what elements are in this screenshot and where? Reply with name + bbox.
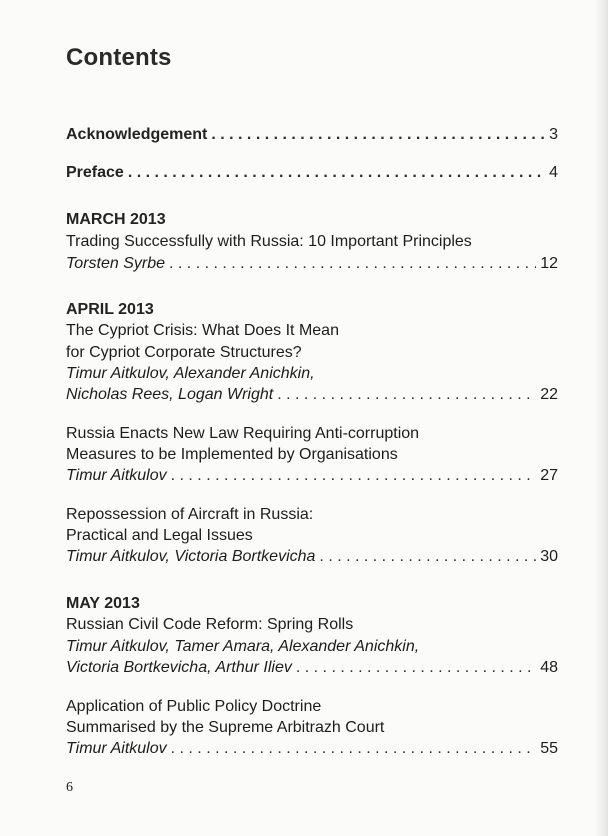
toc-entry-title[interactable]: Russian Civil Code Reform: Spring Rolls bbox=[66, 616, 354, 633]
toc-entry-page: 22 bbox=[540, 386, 558, 403]
toc-entry-title[interactable]: Summarised by the Supreme Arbitrazh Court bbox=[66, 719, 385, 736]
dot-leader bbox=[169, 253, 536, 275]
dot-leader bbox=[296, 657, 536, 679]
toc-entry-title[interactable]: for Cypriot Corporate Structures? bbox=[66, 344, 302, 361]
toc-entry-byline[interactable] bbox=[66, 657, 558, 679]
toc-entry-page: 27 bbox=[540, 467, 558, 484]
dot-leader bbox=[171, 465, 537, 487]
toc-entry-byline[interactable] bbox=[66, 253, 558, 275]
toc-entry-title: Preface bbox=[66, 164, 124, 181]
toc-entry-author: Nicholas Rees, Logan Wright bbox=[66, 386, 274, 403]
toc-entry-title[interactable]: Application of Public Policy Doctrine bbox=[66, 698, 322, 715]
dot-leader bbox=[128, 162, 545, 184]
toc-entry-page: 12 bbox=[540, 255, 558, 272]
toc-entry-byline[interactable] bbox=[66, 465, 558, 487]
toc-entry-title[interactable]: The Cypriot Crisis: What Does It Mean bbox=[66, 322, 339, 339]
toc-entry-byline[interactable] bbox=[66, 738, 558, 760]
toc-entry-author: Timur Aitkulov bbox=[66, 740, 167, 757]
dot-leader bbox=[171, 738, 537, 760]
dot-leader bbox=[211, 124, 545, 146]
toc-entry-page: 55 bbox=[540, 740, 558, 757]
toc-entry-page: 3 bbox=[549, 126, 558, 143]
toc-entry-author: Timur Aitkulov, Victoria Bortkevicha bbox=[66, 548, 316, 565]
toc-entry-author: Victoria Bortkevicha, Arthur Iliev bbox=[66, 659, 292, 676]
page-edge-shadow bbox=[594, 0, 608, 836]
section-heading-march-2013: MARCH 2013 bbox=[66, 211, 166, 228]
dot-leader bbox=[319, 546, 536, 568]
toc-entry-page: 48 bbox=[540, 659, 558, 676]
toc-entry-title[interactable]: Russia Enacts New Law Requiring Anti-corruption bbox=[66, 425, 420, 442]
section-heading-april-2013: APRIL 2013 bbox=[66, 301, 154, 318]
toc-entry-acknowledgement[interactable] bbox=[66, 124, 558, 146]
toc-entry-author: Timur Aitkulov, Alexander Anichkin, bbox=[66, 365, 315, 382]
toc-entry-page: 4 bbox=[549, 164, 558, 181]
toc-entry-author: Timur Aitkulov, Tamer Amara, Alexander Anichkin, bbox=[66, 638, 420, 655]
toc-entry-author: Torsten Syrbe bbox=[66, 255, 166, 272]
toc-entry-author: Timur Aitkulov bbox=[66, 467, 167, 484]
toc-entry-byline[interactable] bbox=[66, 384, 558, 406]
toc-entry-title[interactable]: Repossession of Aircraft in Russia: bbox=[66, 506, 314, 523]
toc-entry-title[interactable]: Trading Successfully with Russia: 10 Important Principles bbox=[66, 233, 472, 250]
toc-entry-page: 30 bbox=[540, 548, 558, 565]
toc-entry-title[interactable]: Practical and Legal Issues bbox=[66, 527, 253, 544]
toc-entry-byline[interactable] bbox=[66, 546, 558, 568]
toc-entry-preface[interactable] bbox=[66, 162, 558, 184]
page-title: Contents bbox=[66, 44, 172, 71]
toc-entry-title: Acknowledgement bbox=[66, 126, 208, 143]
dot-leader bbox=[277, 384, 536, 406]
page-number: 6 bbox=[66, 780, 73, 795]
toc-entry-title[interactable]: Measures to be Implemented by Organisations bbox=[66, 446, 398, 463]
section-heading-may-2013: MAY 2013 bbox=[66, 595, 140, 612]
